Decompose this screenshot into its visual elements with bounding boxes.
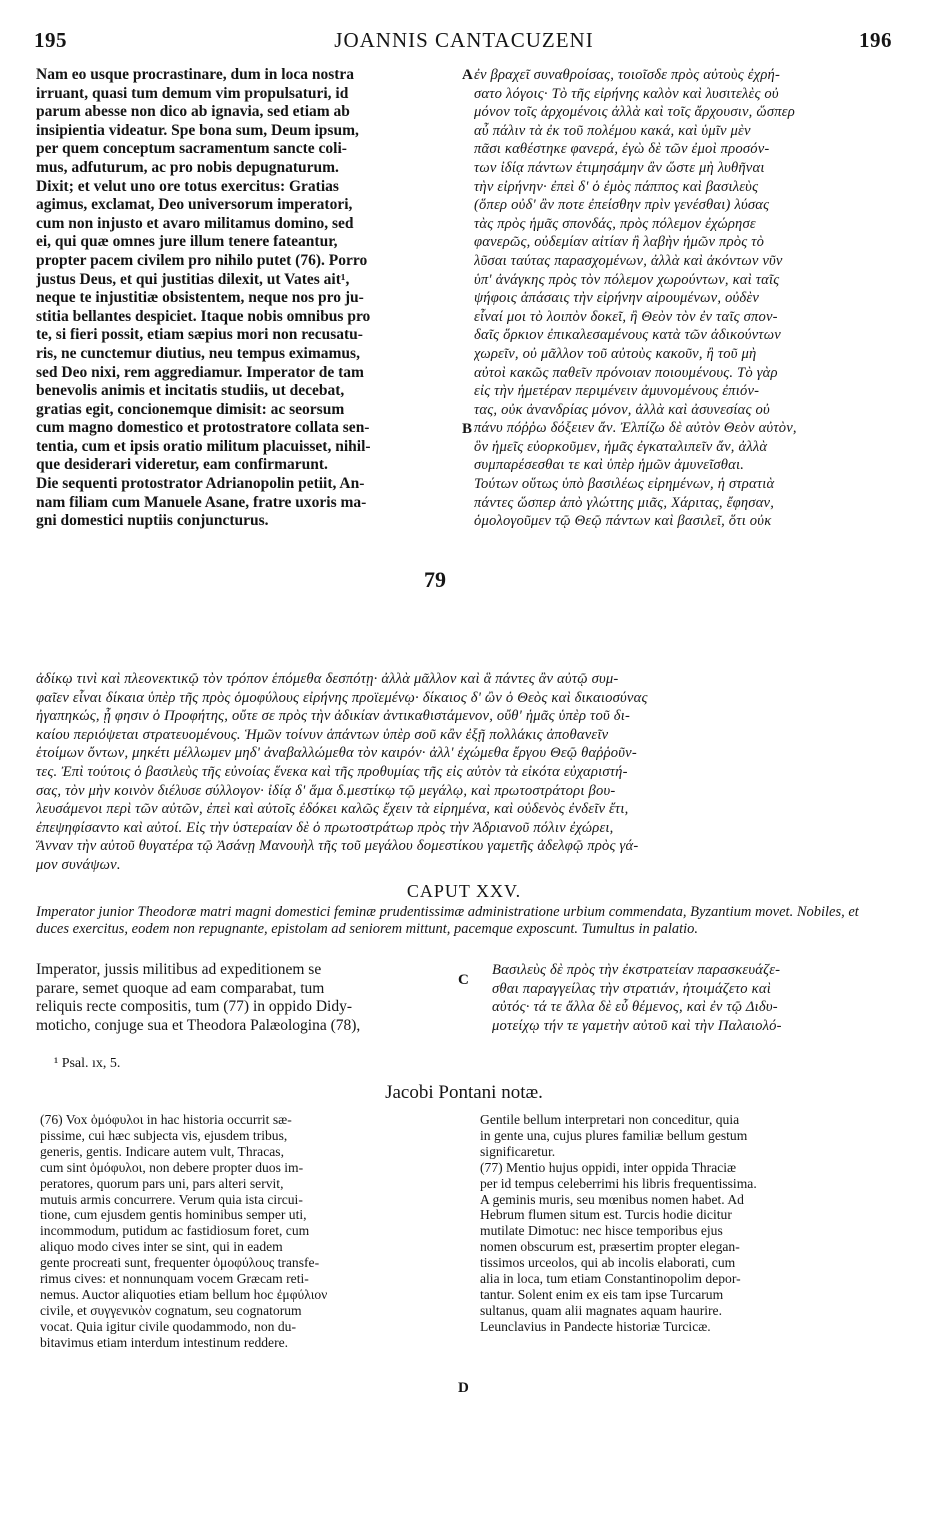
latin-line: moticho, conjuge sua et Theodora Palæologina (78), — [36, 1016, 361, 1034]
greek-line: αὐτός· τά τε ἄλλα δὲ εὖ θέμενος, καὶ ἐν τῷ Διδυ- — [492, 999, 778, 1016]
greek-line: δαῖς ὅρκιον ἐπικαλεσαμένους κατὰ τῶν ἀδικούντων — [474, 327, 781, 344]
greek-full-line: φαῖεν εἶναι δίκαια ὑπὲρ τῆς πρὸς ὁμοφύλους εἰρήνης προϊεμένῳ· δίκαιος δ' ὢν ὁ Θεὸς καὶ δικαιοσύνας — [36, 689, 648, 706]
greek-column — [474, 66, 894, 531]
note-line: tantur. Solent enim ex eis tam ipse Turcarum — [480, 1286, 724, 1302]
note-line: pissime, cui hæc subjecta vis, ejusdem tribus, — [40, 1127, 288, 1143]
note-line: rimus cives: et nonnunquam vocem Græcam reti- — [40, 1271, 309, 1287]
section-number-79: 79 — [424, 567, 446, 592]
greek-line: Βασιλεὺς δὲ πρὸς τὴν ἐκστρατείαν παρασκευάζε- — [492, 962, 781, 978]
note-line: in gente una, cujus plures familiæ bellum gestum — [480, 1127, 748, 1143]
greek-full-line: ἀδίκῳ τινὶ καὶ πλεονεκτικῷ τὸν τρόπον ἑπόμεθα δεσπότῃ· ἀλλὰ μᾶλλον καὶ ἃ πάντες ἂν αὐτῷ συμ- — [36, 671, 619, 687]
greek-line: πᾶσι καθέστηκε φανερά, ἐγὼ δὲ τῶν ἐμοὶ προσόν- — [474, 141, 770, 158]
greek-line: σθαι παραγγείλας τὴν στρατιάν, ἡτοιμάζετο καὶ — [492, 980, 771, 997]
latin-line: insipientia videatur. Spe bona sum, Deum ipsum, — [36, 121, 359, 139]
greek-line: πάντες ὥσπερ ἀπὸ γλώττης μιᾶς, Χάριτας, ἔφησαν, — [474, 494, 775, 511]
latin-line: justus Deus, et qui justitias dilexit, ut Vates ait¹, — [36, 270, 350, 288]
latin-line: tentia, cum et ipsis oratio militum placuisset, nihil- — [36, 437, 371, 455]
latin-line: reliquis recte compositis, tum (77) in oppido Didy- — [36, 998, 352, 1016]
page-number-left: 195 — [34, 28, 67, 52]
greek-full-line: ἐπεψηφίσαντο καὶ αὐτοί. Εἰς τὴν ὑστεραίαν δὲ ὁ πρωτοστράτωρ πρὸς τὴν Ἀδριανοῦ πόλιν ἐχώρει, — [36, 819, 614, 836]
greek-full-line: μον συνάψων. — [36, 856, 121, 873]
greek-line: Τούτων οὕτως ὑπὸ βασιλέως εἰρημένων, ἡ στρατιὰ — [474, 476, 775, 493]
greek-full-line: Ἄνναν τὴν αὐτοῦ θυγατέρα τῷ Ἀσάνῃ Μανουὴλ τῆς τοῦ μεγάλου δομεστίκου γαμετῆς ἀδελφῷ πρὸς γά- — [36, 838, 639, 855]
note-line: mutilate Dimotuc: nec hisce temporibus ejus — [480, 1223, 723, 1239]
greek-line: εἰς τὴν ἡμετέραν περιμένειν ἀμυνομένους ἐπιόν- — [474, 383, 760, 400]
latin-line: ris, ne cunctemur diutius, neu tempus eximamus, — [36, 344, 360, 362]
note-line: tione, cum ejusdem gentis hominibus semper uti, — [40, 1207, 307, 1223]
note-line: mutuis armis concurrere. Verum quia ista circui- — [40, 1191, 303, 1207]
greek-line: σατο λόγοις· Τὸ τῆς εἰρήνης καλὸν καὶ λυσιτελὲς οὐ — [474, 85, 779, 102]
greek-line: αὐτοὶ κακῶς παθεῖν πρόνοιαν ποιουμένους. Τὸ γὰρ — [474, 364, 778, 381]
latin-line: stitia bellantes despiciet. Itaque nobis omnibus pro — [36, 307, 371, 325]
greek-full-width-text — [36, 670, 894, 875]
margin-marker-a: A — [462, 67, 473, 83]
note-line: vocat. Quia igitur civile quodammodo, non du- — [40, 1318, 296, 1334]
note-line: peratores, quorum pars uni, pars alteri servit, — [40, 1175, 284, 1191]
greek-full-line: καίου περιόψεται στρατευομένους. Ἡμῶν τοίνυν ἁπάντων ὑπὲρ σοῦ κἂν ἐξῇ πολλάκις ἀποθανεῖν — [36, 726, 609, 743]
note-line: tissimos urceolos, qui ab incolis elaborati, cum — [480, 1255, 736, 1271]
greek-line: τὴν εἰρήνην· ἐπεὶ δ' ὁ ἐμὸς πάππος καὶ βασιλεὺς — [474, 178, 759, 195]
greek-line: ἐν βραχεῖ συναθροίσας, τοιοῖσδε πρὸς αὐτοὺς ἐχρή- — [474, 67, 781, 83]
latin-line: neque te injustitiæ obsistentem, neque nos pro ju- — [36, 289, 364, 307]
note-line: gente procreati sunt, frequenter ὁμοφύλους transfe- — [40, 1255, 320, 1271]
greek-line: ὁμολογοῦμεν τῷ Θεῷ πάντων καὶ βασιλεῖ, ὅτι οὐκ — [474, 513, 772, 530]
note-line: significaretur. — [480, 1143, 556, 1159]
latin-line: parare, semet quoque ad eam comparabat, tum — [36, 979, 325, 997]
note-line: generis, gentis. Indicare autem vult, Thracas, — [40, 1143, 284, 1159]
note-line: incommodum, putidum ac fastidiosum foret, cum — [40, 1223, 310, 1239]
latin-line: ei, qui quæ omnes jure illum tenere fateantur, — [36, 233, 338, 251]
latin-line: agimus, exclamat, Deo universorum imperatori, — [36, 196, 353, 214]
running-title: JOANNIS CANTACUZENI — [334, 28, 594, 52]
note-line: Leunclavius in Pandecte historiæ Turcicæ. — [480, 1318, 711, 1334]
latin-line: Die sequenti protostrator Adrianopolin petiit, An- — [36, 475, 365, 493]
latin-line: Imperator, jussis militibus ad expeditionem se — [36, 961, 322, 978]
latin-line: parum abesse non dico ab ignavia, sed etiam ab — [36, 103, 350, 121]
greek-line: ὑπ' ἀνάγκης πρὸς τὸν πόλεμον χωρούντων, καὶ ταῖς — [474, 271, 780, 288]
note-line: civile, et συγγενικὸν cognatum, seu cognatorum — [40, 1302, 302, 1318]
greek-line: αὖ πάλιν τὰ ἐκ τοῦ πολέμου κακά, καὶ ὑμῖν μὲν — [474, 122, 751, 139]
note-line: cum sint ὁμόφυλοι, non debere propter duos im- — [40, 1159, 304, 1175]
note-line: sultanus, quam alii magnates aquam haurire. — [480, 1302, 722, 1318]
note-line: Hebrum flumen situm est. Turcis hodie dicitur — [480, 1207, 732, 1223]
note-line: Gentile bellum interpretari non conceditur, quia — [480, 1112, 740, 1127]
notes-left-column — [40, 1112, 460, 1351]
note-line: (77) Mentio hujus oppidi, inter oppida Thraciæ — [480, 1159, 737, 1175]
greek-line: (ὅπερ οὐδ' ἂν ποτε ἐπείσθην πρὶν γενέσθαι) λύσας — [474, 197, 770, 214]
latin-line: propter pacem civilem pro nihilo putet (76). Porro — [36, 251, 368, 269]
greek-line: εἶναί μοι τὸ λοιπὸν δοκεῖ, ἢ Θεὸν τὸν ἐν ταῖς σπον- — [474, 308, 778, 325]
note-line: (76) Vox ὁμόφυλοι in hac historia occurrit sæ- — [40, 1112, 292, 1127]
page-number-right: 196 — [859, 28, 892, 52]
greek-line: ὃν ἡμεῖς εὐορκοῦμεν, ἡμᾶς ἐγκαταλιπεῖν ἄν, ἀλλὰ — [474, 438, 768, 455]
note-line: bitavimus etiam interdum intestinum reddere. — [40, 1334, 289, 1350]
chapter-summary-text: Imperator junior Theodoræ matri magni domestici feminæ prudentissimæ administratione urbium commendata, Byzantium movet. Nobiles, et duces exercitus, eodem non repugnante, epistolam ad seniorem mittunt, pacemque exposcunt. Tumultus in palatio. — [36, 904, 859, 937]
latin-column-2 — [36, 961, 456, 1035]
greek-line: συμπαρέσεσθαι τε καὶ ὑπὲρ ἡμῶν ἀμυνεῖσθαι. — [474, 457, 745, 474]
greek-full-line: ἠγαπηκώς, ᾗ φησιν ὁ Προφήτης, οὔτε σε πρὸς τὴν ἀδικίαν ἀντικαθιστάμενον, οὔθ' ἡμᾶς ὑπὲρ τοῦ δι- — [36, 708, 631, 725]
latin-line: gratias egit, concionemque dimisit: ac seorsum — [36, 400, 345, 418]
chapter-title: CAPUT XXV. — [406, 881, 522, 901]
latin-line: gni domestici nuptiis conjuncturus. — [36, 512, 269, 530]
note-line: aliquo modo cives inter se sint, qui in eadem — [40, 1239, 283, 1255]
latin-line: te, si fieri possit, etiam sæpius mori non recusatu- — [36, 326, 363, 344]
latin-line: Nam eo usque procrastinare, dum in loca nostra — [36, 66, 355, 83]
greek-line: πάνυ πόῤῥω δόξειεν ἄν. Ἐλπίζω δὲ αὐτὸν Θεὸν αὐτὸν, — [474, 420, 797, 437]
greek-line: μόνον τοῖς ἀρχομένοις ἀλλὰ καὶ τοῖς ἄρχουσιν, ὥσπερ — [474, 104, 795, 121]
greek-line: τὰς πρὸς ἡμᾶς σπονδάς, πρὸς πόλεμον ἐχώρησε — [474, 215, 756, 232]
chapter-summary — [36, 904, 894, 937]
latin-line: sed Deo nixi, rem aggrediamur. Imperator de tam — [36, 363, 364, 381]
latin-line: benevolis animis et incitatis studiis, ut decebat, — [36, 382, 345, 400]
note-line: nomen obscurum est, præsertim propter elegan- — [480, 1239, 740, 1255]
latin-line: per quem conceptum sacramentum sancte coli- — [36, 140, 347, 158]
note-line: per id tempus celeberrimi his libris frequentissima. — [480, 1175, 757, 1191]
latin-line: que desiderari videretur, eam confirmarunt. — [36, 456, 328, 474]
latin-column — [36, 66, 456, 531]
greek-line: ψήφοις ἁπάσαις τὴν εἰρήνην αἱρουμένων, οὐδὲν — [474, 290, 760, 307]
greek-line: των ἰδίᾳ πάντων ἐτιμησάμην ἂν ὥστε μὴ λυθῆναι — [474, 159, 765, 176]
margin-marker-d: D — [458, 1380, 469, 1396]
greek-full-line: τες. Ἐπὶ τούτοις ὁ βασιλεὺς τῆς εὐνοίας ἕνεκα καὶ τῆς προθυμίας τῆς εἰς αὐτὸν τὰ εἰκότα εὐχαριστή- — [36, 763, 628, 780]
latin-line: Dixit; et velut uno ore totus exercitus: Gratias — [36, 177, 339, 195]
margin-marker-b: B — [462, 421, 473, 437]
margin-marker-c: C — [458, 972, 469, 988]
greek-line: χωρεῖν, οὐ μᾶλλον τοῦ αὐτοὺς κακοῦν, ἢ τοῦ μὴ — [474, 345, 757, 362]
note-line: nemus. Auctor aliquoties etiam bellum hoc ἐμφύλιον — [40, 1286, 328, 1302]
greek-full-line: λευσάμενοι περὶ τῶν αὐτῶν, ἐπεὶ καὶ αὐτοῖς ἐδόκει καλῶς ἔχειν τὰ εἰρημένα, καὶ οὐδενὸς ἐνδεῖν ἔτι, — [36, 801, 629, 818]
note-line: alia in loca, tum etiam Constantinopolim depor- — [480, 1271, 741, 1287]
latin-line: irruant, quasi tum demum vim propulsaturi, id — [36, 84, 349, 102]
greek-line: μοτείχῳ τήν τε γαμετὴν αὐτοῦ καὶ τὴν Παλαιολό- — [492, 1017, 782, 1034]
greek-full-line: ἑτοίμων ὄντων, μηκέτι μέλλωμεν μηδ' ἀναβαλλώμεθα τὸν καιρόν· ἀλλ' ἐχώμεθα ἔργου Θεῷ θαῤῥοῦν- — [36, 745, 637, 762]
note-line: A geminis muris, seu mœnibus nomen habet. Ad — [480, 1191, 744, 1207]
notes-title: Jacobi Pontani notæ. — [385, 1082, 543, 1103]
greek-line: φανερῶς, οὐδεμίαν αἰτίαν ἢ λαβὴν ἡμῶν πρὸς τὸ — [474, 234, 765, 251]
greek-line: τας, οὐκ ἀνανδρίας μόνον, ἀλλὰ καὶ ἀσυνεσίας οὐ — [474, 401, 770, 418]
notes-right-column — [480, 1112, 894, 1335]
greek-column-2 — [492, 961, 896, 1035]
latin-line: nam filiam cum Manuele Asane, fratre uxoris ma- — [36, 493, 367, 511]
footnote: ¹ Psal. ıx, 5. — [54, 1056, 121, 1071]
greek-full-line: σας, τὸν μὴν κοινὸν διέλυσε σύλλογον· ἰδίᾳ δ' ἅμα δ.μεστίκῳ τῷ μεγάλῳ, καὶ πρωτοστράτορι βου- — [36, 782, 616, 799]
latin-line: cum magno domestico et protostratore collata sen- — [36, 419, 370, 437]
latin-line: mus, adfuturum, ac pro nobis depugnaturum. — [36, 158, 339, 176]
latin-line: cum non injusto et avaro militamus domino, sed — [36, 214, 354, 232]
greek-line: λῦσαι ταύτας παρασχομένων, ἀλλὰ καὶ ἀκόντων νῦν — [474, 252, 783, 269]
